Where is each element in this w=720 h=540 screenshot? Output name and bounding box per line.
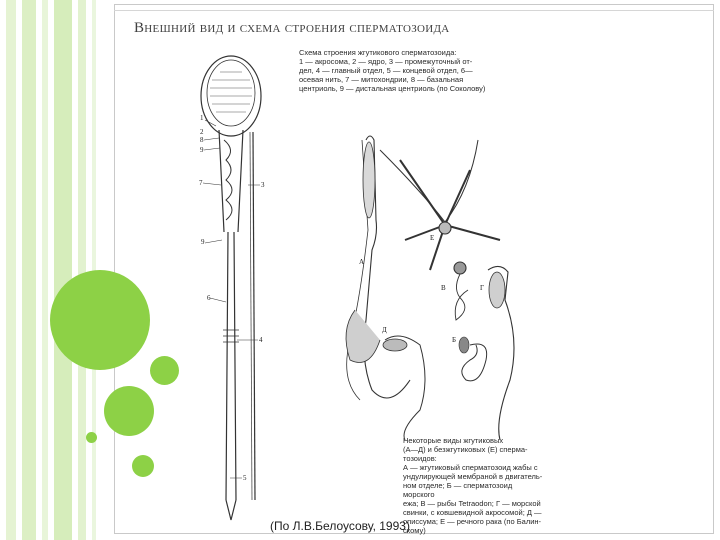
fig-label: 2: [200, 128, 204, 136]
nucleus: [207, 60, 255, 126]
source-credit: (По Л.В.Белоусову, 1993): [270, 519, 410, 533]
fig-label: 3: [261, 181, 265, 189]
fig-label: 4: [259, 336, 263, 344]
fig-label: 8: [200, 136, 204, 144]
fig-label-g: Г: [480, 284, 485, 292]
left-diagram-caption: Схема строения жгутикового сперматозоида: 1 — акросома, 2 — ядро, 3 — промежуточный от- дел, 4 — главный отдел, 5 — концевой отдел, 6— осевая нить, 7 — митохондрии, 8 — базальная центриоль, 9 — дистальная центриоль (по Соколову): [299, 48, 486, 93]
fig-label: 7: [199, 179, 203, 187]
fig-label-a: А: [359, 258, 365, 266]
right-diagram-caption: Некоторые виды жгутиковых (А—Д) и безжгутиковых (Е) сперма- тозоидов: А — жгутиковый сперматозоид жабы с ундулирующей мембраной в двигатель- ном отделе; Б — сперматозоид морского ежа; В — рыбы Tetraodon; Г — морской свинки, с ковшевидной акросомой; Д — описсумa; Е — речного рака (по Балин- скому): [403, 436, 543, 535]
fig-label-v: В: [441, 284, 446, 292]
fig-label: 9: [201, 238, 205, 246]
fig-label: 9: [200, 146, 204, 154]
fig-label: 5: [243, 474, 247, 482]
fig-label: 6: [207, 294, 211, 302]
fig-label-b: Б: [452, 336, 457, 344]
fig-label-d: Д: [382, 326, 387, 334]
fig-label: 1: [200, 114, 204, 122]
slide-title: Внешний вид и схема строения сперматозоида: [134, 20, 450, 36]
fig-label-e: Е: [430, 234, 435, 242]
